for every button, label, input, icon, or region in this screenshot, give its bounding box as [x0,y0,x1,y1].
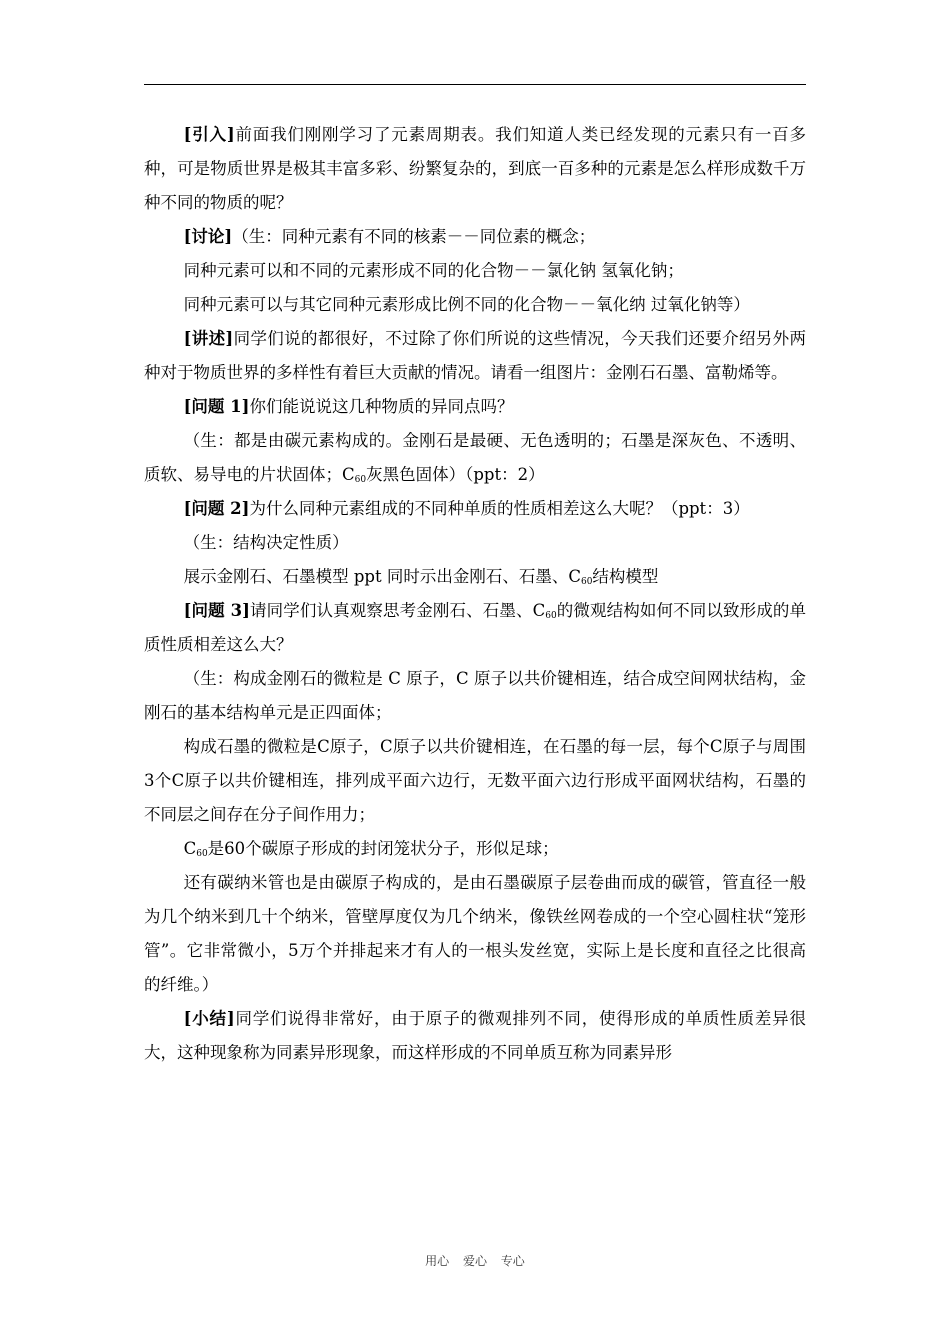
q3-text: 请同学们认真观察思考金刚石、石墨、C [249,601,546,620]
q3-label: [问题 3] [183,601,250,620]
a1-text-end: 灰黑色固体）（ppt：2） [366,465,545,484]
summary-text: 同学们说得非常好，由于原子的微观排列不同，使得形成的单质性质差异很大，这种现象称为同素异形现象，而这样形成的不同单质互称为同素异形 [144,1009,806,1062]
question-2 [144,492,806,526]
c60-paragraph [144,832,806,866]
intro-text: 前面我们刚刚学习了元素周期表。我们知道人类已经发现的元素只有一百多种，可是物质世界是极其丰富多彩、纷繁复杂的，到底一百多种的元素是怎么样形成数千万种不同的物质的呢？ [144,125,806,212]
c60-text: 是60个碳原子形成的封闭笼状分子，形似足球； [207,839,559,858]
intro-label: [引入] [183,125,235,144]
discuss-label: [讨论] [183,227,233,246]
q2-label: [问题 2] [183,499,250,518]
c60-lead: C [183,839,197,858]
graphite-paragraph: 构成石墨的微粒是C原子，C原子以共价键相连，在石墨的每一层，每个C原子与周围3个C原子以共价键相连，排列成平面六边行，无数平面六边行形成平面网状结构，石墨的不同层之间存在分子间作用力； [144,737,806,824]
discuss-line-2: 同种元素可以和不同的元素形成不同的化合物－－氯化钠 氢氧化钠； [183,261,684,280]
a1-text: （生：都是由碳元素构成的。金刚石是最硬、无色透明的；石墨是深灰色、不透明、质软、易导电的片状固体；C [144,431,806,484]
intro-paragraph [144,118,806,220]
q1-text: 你们能说说这几种物质的异同点吗？ [249,397,514,416]
answer-3: （生：构成金刚石的微粒是 C 原子，C 原子以共价键相连，结合成空间网状结构，金刚石的基本结构单元是正四面体； [144,669,806,722]
lecture-text: 同学们说的都很好，不过除了你们所说的这些情况，今天我们还要介绍另外两种对于物质世界的多样性有着巨大贡献的情况。请看一组图片：金刚石石墨、富勒烯等。 [144,329,806,382]
nanotube-paragraph: 还有碳纳米管也是由碳原子构成的，是由石墨碳原子层卷曲而成的碳管，管直径一般为几个纳米到几十个纳米，管壁厚度仅为几个纳米，像铁丝网卷成的一个空心圆柱状“笼形管”。它非常微小，5万个并排起来才有人的一根头发丝宽，实际上是长度和直径之比很高的纤维。） [144,873,806,994]
discuss-line-3: 同种元素可以与其它同种元素形成比例不同的化合物－－氧化纳 过氧化钠等） [183,295,750,314]
c60-subscript: 60 [354,475,367,485]
question-1 [144,390,806,424]
discuss-text: （生：同种元素有不同的核素－－同位素的概念； [232,227,596,246]
lecture-paragraph [144,322,806,390]
answer-1 [144,424,806,492]
c60-subscript: 60 [196,849,208,859]
c60-subscript: 60 [580,577,593,587]
summary-label: [小结] [183,1009,235,1028]
show-text: 展示金刚石、石墨模型 ppt 同时示出金刚石、石墨、C [183,567,581,586]
q2-text: 为什么同种元素组成的不同种单质的性质相差这么大呢？（ppt：3） [249,499,750,518]
c60-subscript: 60 [545,611,557,621]
summary-paragraph [144,1002,806,1070]
lecture-label: [讲述] [183,329,234,348]
show-text-end: 结构模型 [592,567,659,586]
page-footer: 用心 爱心 专心 [425,1254,525,1268]
answer-2: （生：结构决定性质） [183,533,349,552]
document-body [144,118,806,1070]
q1-label: [问题 1] [183,397,250,416]
discuss-paragraph [144,220,806,254]
q3-text-end: 的微观结构如何不同以致形成的单质性质相差这么大？ [144,601,807,654]
question-3 [144,594,806,662]
header-rule [144,84,806,85]
show-models [144,560,806,594]
